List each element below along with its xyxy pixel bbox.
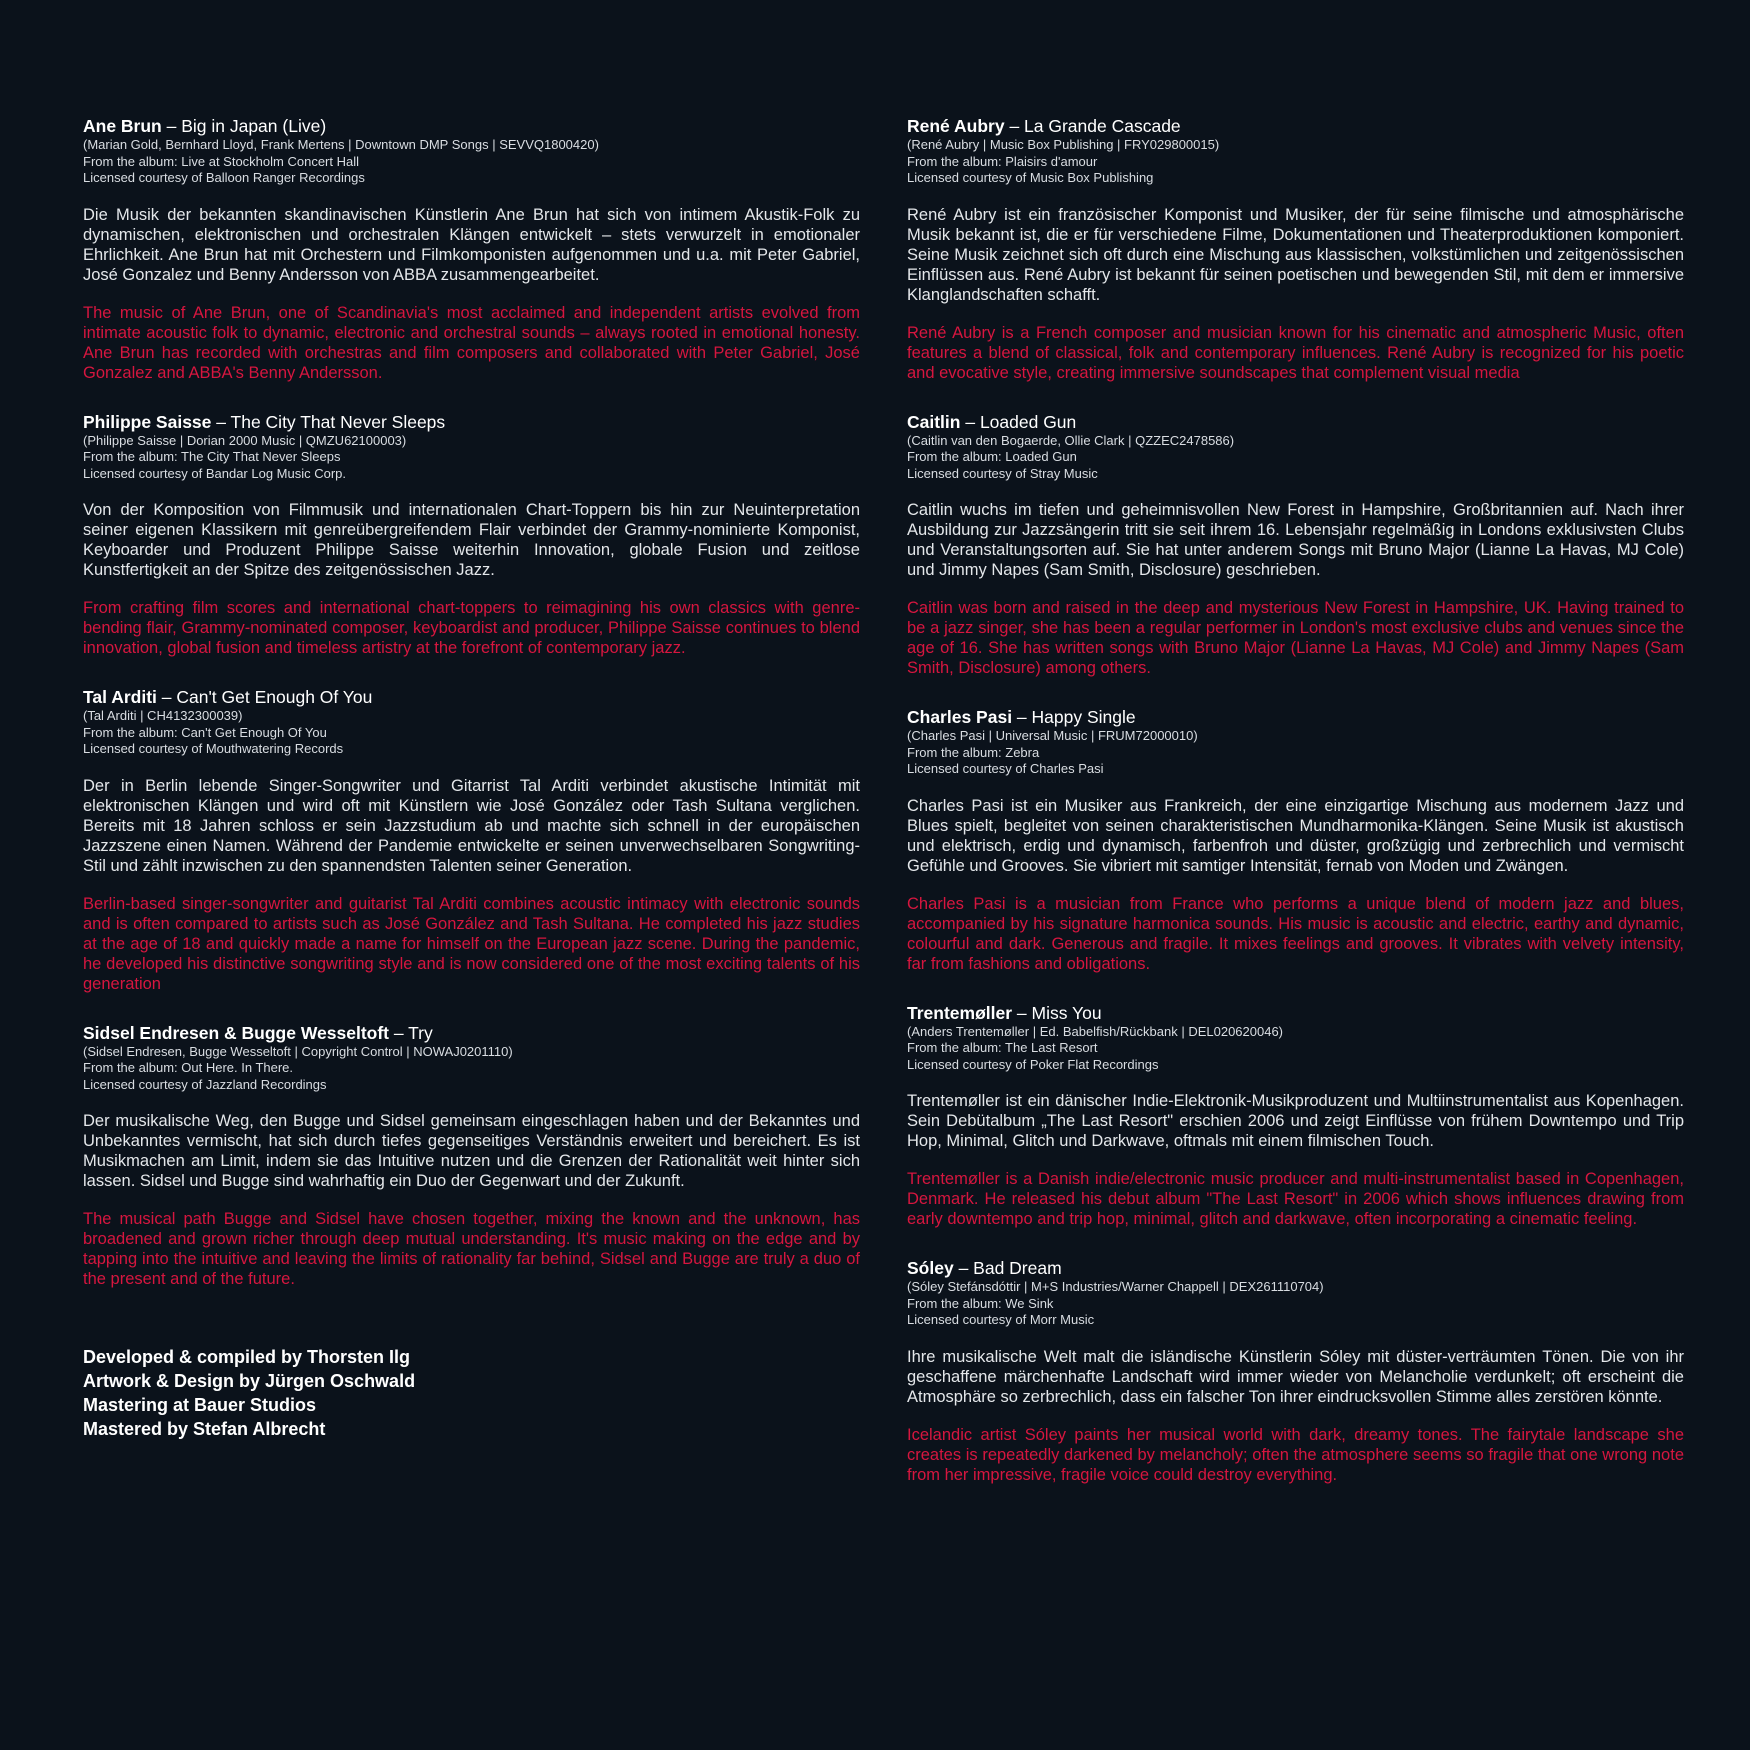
track-album: From the album: Plaisirs d'amour	[907, 153, 1098, 169]
track-name: – Loaded Gun	[960, 411, 1077, 432]
track-entry-endresen-wesseltoft	[83, 1023, 860, 1290]
credit-compiled-by: Developed & compiled by Thorsten Ilg	[83, 1347, 411, 1367]
track-title-line	[907, 412, 1684, 433]
description-german: Der in Berlin lebende Singer-Songwriter und Gitarrist Tal Arditi verbindet akustische Intimität mit elektronischen Klängen und wird oft mit Künstlern wie José González oder Tash Sultana verglichen. Bereits mit 18 Jahren schloss er sein Jazzstudium ab und machte sich schnell in der europäischen Jazzszene einen Namen. Während der Pandemie entwickelte er seinen unverwechselbaren Songwriting-Stil und zählt inzwischen zu den spannendsten Talenten seiner Generation.	[83, 776, 860, 875]
track-entry-caitlin	[907, 412, 1684, 679]
track-credits: (Marian Gold, Bernhard Lloyd, Frank Mertens | Downtown DMP Songs | SEVVQ1800420)	[83, 137, 599, 152]
track-album: From the album: Can't Get Enough Of You	[83, 724, 327, 740]
description-german: Caitlin wuchs im tiefen und geheimnisvollen New Forest in Hampshire, Großbritannien auf. Nach ihrer Ausbildung zur Jazzsängerin tritt sie seit ihrem 16. Lebensjahr regelmäßig in Londons exklusivsten Clubs und Veranstaltungsorten auf. Sie hat unter anderem Songs mit Bruno Major (Lianne La Havas, MJ Cole) und Jimmy Napes (Sam Smith, Disclosure) geschrieben.	[907, 501, 1684, 579]
track-name: – Try	[389, 1022, 433, 1043]
left-column	[83, 116, 860, 1441]
track-album: From the album: The Last Resort	[907, 1040, 1098, 1055]
credit-mastering-studio: Mastering at Bauer Studios	[83, 1395, 317, 1415]
track-name: – The City That Never Sleeps	[211, 411, 446, 432]
track-album: From the album: Live at Stockholm Concert Hall	[83, 153, 359, 169]
track-credits: (Sidsel Endresen, Bugge Wesseltoft | Copyright Control | NOWAJ0201110)	[83, 1043, 513, 1059]
artist-name: Sidsel Endresen & Bugge Wesseltoft	[83, 1022, 389, 1043]
description-german: Die Musik der bekannten skandinavischen Künstlerin Ane Brun hat sich von intimem Akustik-Folk zu dynamischen, elektronischen und orchestralen Klängen entwickelt – stets verwurzelt in emotionaler Ehrlichkeit. Ane Brun hat mit Orchestern und Filmkomponisten aufgenommen und u.a. mit Peter Gabriel, José Gonzalez und Benny Andersson von ABBA zusammengearbeitet.	[83, 205, 860, 284]
artist-name: Tal Arditi	[83, 687, 157, 707]
credit-mastered-by: Mastered by Stefan Albrecht	[83, 1419, 326, 1439]
artist-name: Sóley	[907, 1258, 954, 1278]
track-title-line	[907, 116, 1684, 137]
track-credits: (Caitlin van den Bogaerde, Ollie Clark | QZZEC2478586)	[907, 432, 1235, 448]
track-credits: (Charles Pasi | Universal Music | FRUM72000010)	[907, 728, 1198, 743]
track-entry-charles-pasi	[907, 707, 1684, 974]
artist-name: Caitlin	[907, 411, 961, 432]
artist-name: Trentemøller	[907, 1002, 1013, 1023]
artist-name: Ane Brun	[83, 116, 162, 136]
track-entry-philippe-saisse	[83, 412, 860, 659]
track-name: – La Grande Cascade	[1004, 116, 1181, 136]
track-album: From the album: The City That Never Sleeps	[83, 449, 341, 464]
track-name: – Bad Dream	[953, 1258, 1062, 1278]
description-german: Von der Komposition von Filmmusik und internationalen Chart-Toppern bis hin zur Neuinterpretation seiner eigenen Klassikern mit genreübergreifendem Flair verbindet der Grammy-nominierte Komponist, Keyboarder und Produzent Philippe Saisse weiterhin Innovation, globale Fusion und zeitlose Kunstfertigkeit an der Spitze des zeitgenössischen Jazz.	[83, 501, 860, 579]
description-german: Trentemøller ist ein dänischer Indie-Elektronik-Musikproduzent und Multiinstrumentalist aus Kopenhagen. Sein Debütalbum „The Last Resort" erschien 2006 und zeigt Einflüsse von frühem Downtempo und Trip Hop, Minimal, Glitch und Darkwave, oftmals mit einem filmischen Touch.	[907, 1092, 1684, 1150]
description-english: Berlin-based singer-songwriter and guitarist Tal Arditi combines acoustic intimacy with electronic sounds and is often compared to artists such as José González and Tash Sultana. He completed his jazz studies at the age of 18 and quickly made a name for himself on the European jazz scene. During the pandemic, he developed his distinctive songwriting style and is now considered one of the most exciting talents of his generation	[83, 894, 860, 993]
description-english: Caitlin was born and raised in the deep and mysterious New Forest in Hampshire, UK. Having trained to be a jazz singer, she has been a regular performer in London's most exclusive clubs and venues since the age of 16. She has written songs with Bruno Major (Lianne La Havas, MJ Cole) and Jimmy Napes (Sam Smith, Disclosure) among others.	[907, 599, 1684, 677]
track-entry-rene-aubry	[907, 116, 1684, 383]
production-credits	[83, 1345, 860, 1441]
description-english: From crafting film scores and international chart-toppers to reimagining his own classics with genre-bending flair, Grammy-nominated composer, keyboardist and producer, Philippe Saisse continues to blend innovation, global fusion and timeless artistry at the forefront of contemporary jazz.	[83, 599, 860, 657]
artist-name: Philippe Saisse	[83, 411, 212, 432]
description-english: Charles Pasi is a musician from France who performs a unique blend of modern jazz and blues, accompanied by his signature harmonica sounds. His music is acoustic and electric, earthy and dynamic, colourful and dark. Generous and fragile. It mixes feelings and grooves. It vibrates with velvety intensity, far from fashions and obligations.	[907, 894, 1684, 973]
track-license: Licensed courtesy of Balloon Ranger Recordings	[83, 170, 365, 185]
description-english: The music of Ane Brun, one of Scandinavia's most acclaimed and independent artists evolved from intimate acoustic folk to dynamic, electronic and orchestral sounds – always rooted in emotional honesty. Ane Brun has recorded with orchestras and film composers and collaborated with Peter Gabriel, José Gonzalez and ABBA's Benny Andersson.	[83, 303, 860, 382]
description-german: Der musikalische Weg, den Bugge und Sidsel gemeinsam eingeschlagen haben und der Bekanntes und Unbekanntes vermischt, hat sich durch tiefes gegenseitiges Verständnis erweitert und bereichert. Es ist Musikmachen am Limit, indem sie das Intuitive nutzen und die Grenzen der Rationalität weit hinter sich lassen. Sidsel und Bugge sind wahrhaftig ein Duo der Gegenwart und der Zukunft.	[83, 1112, 860, 1190]
track-license: Licensed courtesy of Music Box Publishing	[907, 170, 1154, 185]
description-english: Icelandic artist Sóley paints her musical world with dark, dreamy tones. The fairytale landscape she creates is repeatedly darkened by melancholy; often the atmosphere seems so fragile that one wrong note from her impressive, fragile voice could destroy everything.	[907, 1425, 1684, 1484]
track-album: From the album: We Sink	[907, 1295, 1054, 1311]
track-entry-trentemoller	[907, 1003, 1684, 1230]
track-license: Licensed courtesy of Bandar Log Music Corp.	[83, 465, 347, 481]
track-album: From the album: Loaded Gun	[907, 449, 1077, 464]
track-name: – Can't Get Enough Of You	[156, 687, 373, 707]
description-german: Charles Pasi ist ein Musiker aus Frankreich, der eine einzigartige Mischung aus modernem Jazz und Blues spielt, begleitet von seinen charakteristischen Mundharmonika-Klängen. Seine Musik ist akustisch und elektrisch, erdig und dynamisch, farbenfroh und düster, großzügig und zerbrechlich und vermischt Gefühle und Grooves. Sie vibriert mit samtiger Intensität, fernab von Moden und Zwängen.	[907, 796, 1684, 875]
description-english: The musical path Bugge and Sidsel have chosen together, mixing the known and the unknown, has broadened and grown richer through deep mutual understanding. It's music making on the edge and by tapping into the intuitive and leaving the limits of rationality far behind, Sidsel and Bugge are truly a duo of the present and of the future.	[83, 1210, 860, 1288]
track-entry-ane-brun	[83, 116, 860, 383]
track-title-line	[907, 1258, 1684, 1279]
credit-artwork: Artwork & Design by Jürgen Oschwald	[83, 1371, 416, 1391]
track-title-line	[83, 1023, 860, 1044]
track-entry-soley	[907, 1258, 1684, 1485]
track-license: Licensed courtesy of Morr Music	[907, 1312, 1095, 1327]
track-name: – Miss You	[1012, 1002, 1102, 1023]
track-credits: (René Aubry | Music Box Publishing | FRY029800015)	[907, 137, 1220, 152]
track-title-line	[83, 116, 860, 137]
track-credits: (Sóley Stefánsdóttir | M+S Industries/Warner Chappell | DEX261110704)	[907, 1279, 1324, 1294]
description-english: Trentemøller is a Danish indie/electronic music producer and multi-instrumentalist based in Copenhagen, Denmark. He released his debut album "The Last Resort" in 2006 which shows influences drawing from early downtempo and trip hop, minimal, glitch and darkwave, often incorporating a cinematic feeling.	[907, 1170, 1684, 1228]
track-credits: (Tal Arditi | CH4132300039)	[83, 708, 243, 723]
description-german: Ihre musikalische Welt malt die isländische Künstlerin Sóley mit düster-verträumten Tönen. Die von ihr geschaffene märchenhafte Landschaft wird immer wieder von Melancholie verdunkelt; oft erscheint die Atmosphäre so zerbrechlich, dass ein falscher Ton ihrer eindrucksvollen Stimme alles zerstören könnte.	[907, 1347, 1684, 1406]
track-license: Licensed courtesy of Poker Flat Recordings	[907, 1056, 1159, 1072]
track-title-line	[907, 1003, 1684, 1024]
artist-name: Charles Pasi	[907, 707, 1013, 727]
track-license: Licensed courtesy of Jazzland Recordings	[83, 1076, 327, 1092]
track-entry-tal-arditi	[83, 687, 860, 994]
track-album: From the album: Out Here. In There.	[83, 1060, 294, 1075]
right-column	[907, 116, 1684, 1514]
track-license: Licensed courtesy of Mouthwatering Records	[83, 741, 344, 756]
track-title-line	[83, 412, 860, 433]
description-german: René Aubry ist ein französischer Komponist und Musiker, der für seine filmische und atmosphärische Musik bekannt ist, die er für verschiedene Filme, Dokumentationen und Theaterproduktionen komponiert. Seine Musik zeichnet sich oft durch eine Mischung aus klassischen, volkstümlichen und zeitgenössischen Einflüssen aus. René Aubry ist bekannt für seinen poetischen und bewegenden Stil, mit dem er immersive Klanglandschaften schafft.	[907, 205, 1684, 304]
artist-name: René Aubry	[907, 116, 1005, 136]
track-album: From the album: Zebra	[907, 744, 1040, 760]
track-name: – Happy Single	[1012, 707, 1136, 727]
track-name: – Big in Japan (Live)	[161, 116, 327, 136]
track-credits: (Philippe Saisse | Dorian 2000 Music | QMZU62100003)	[83, 432, 407, 448]
description-english: René Aubry is a French composer and musician known for his cinematic and atmospheric Music, often features a blend of classical, folk and contemporary influences. René Aubry is recognized for his poetic and evocative style, creating immersive soundscapes that complement visual media	[907, 323, 1684, 382]
track-credits: (Anders Trentemøller | Ed. Babelfish/Rückbank | DEL020620046)	[907, 1023, 1284, 1039]
track-license: Licensed courtesy of Charles Pasi	[907, 761, 1104, 776]
track-title-line	[83, 687, 860, 708]
track-license: Licensed courtesy of Stray Music	[907, 465, 1098, 481]
track-title-line	[907, 707, 1684, 728]
